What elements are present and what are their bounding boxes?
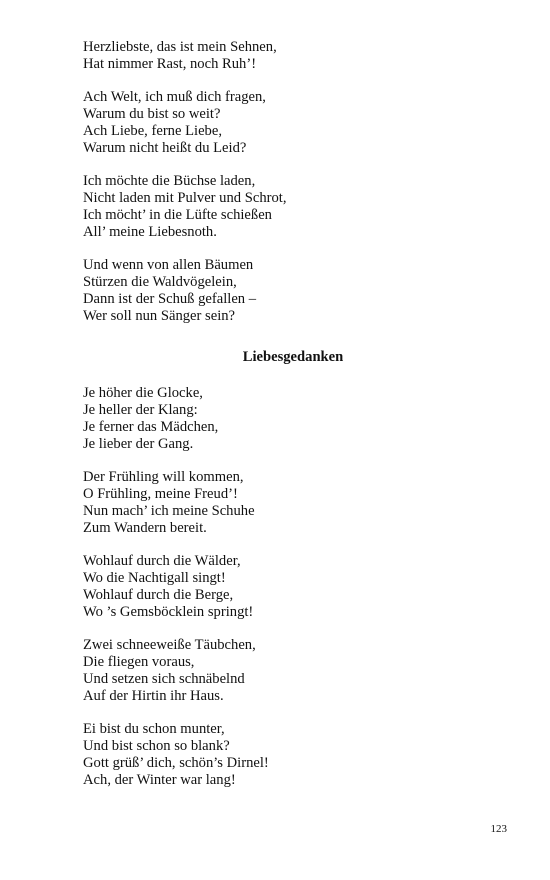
verse-line: Wo die Nachtigall singt!: [83, 570, 226, 586]
verse-line: Ach Liebe, ferne Liebe,: [83, 123, 222, 139]
stanza: [83, 173, 503, 241]
verse-line: Je ferner das Mädchen,: [83, 419, 219, 435]
verse-line: Stürzen die Waldvögelein,: [83, 274, 237, 290]
poem-continuation: [83, 39, 503, 325]
stanza: [83, 89, 503, 157]
stanza: [83, 39, 503, 73]
stanza: [83, 553, 503, 621]
verse-line: Zwei schneeweiße Täubchen,: [83, 637, 256, 653]
verse-line: Warum nicht heißt du Leid?: [83, 140, 247, 156]
stanza: [83, 721, 503, 789]
verse-line: Wo ’s Gemsböcklein springt!: [83, 604, 254, 620]
verse-line: Auf der Hirtin ihr Haus.: [83, 688, 224, 704]
stanza: [83, 257, 503, 325]
verse-line: Ich möchte die Büchse laden,: [83, 173, 256, 189]
verse-line: Wohlauf durch die Wälder,: [83, 553, 241, 569]
verse-line: Die fliegen voraus,: [83, 654, 195, 670]
verse-line: Wohlauf durch die Berge,: [83, 587, 234, 603]
verse-line: Wer soll nun Sänger sein?: [83, 308, 236, 324]
verse-line: Je höher die Glocke,: [83, 385, 203, 401]
page-number: 123: [490, 823, 507, 835]
verse-line: Ei bist du schon munter,: [83, 721, 225, 737]
poem-text-block: [83, 39, 503, 789]
verse-line: Herzliebste, das ist mein Sehnen,: [83, 39, 277, 55]
verse-line: Warum du bist so weit?: [83, 106, 221, 122]
verse-line: Hat nimmer Rast, noch Ruh’!: [83, 56, 257, 72]
verse-line: All’ meine Liebesnoth.: [83, 224, 217, 240]
stanza: [83, 385, 503, 453]
poem-title: Liebesgedanken: [242, 349, 344, 365]
verse-line: Ach, der Winter war lang!: [83, 772, 236, 788]
verse-line: Und setzen sich schnäbelnd: [83, 671, 245, 687]
verse-line: Und bist schon so blank?: [83, 738, 230, 754]
verse-line: Je lieber der Gang.: [83, 436, 194, 452]
verse-line: Nicht laden mit Pulver und Schrot,: [83, 190, 287, 206]
verse-line: O Frühling, meine Freud’!: [83, 486, 238, 502]
verse-line: Dann ist der Schuß gefallen –: [83, 291, 257, 307]
verse-line: Ach Welt, ich muß dich fragen,: [83, 89, 266, 105]
stanza: [83, 469, 503, 537]
verse-line: Der Frühling will kommen,: [83, 469, 244, 485]
verse-line: Je heller der Klang:: [83, 402, 198, 418]
verse-line: Gott grüß’ dich, schön’s Dirnel!: [83, 755, 269, 771]
verse-line: Und wenn von allen Bäumen: [83, 257, 254, 273]
verse-line: Zum Wandern bereit.: [83, 520, 207, 536]
poem-liebesgedanken: [83, 385, 503, 789]
verse-line: Nun mach’ ich meine Schuhe: [83, 503, 255, 519]
stanza: [83, 637, 503, 705]
verse-line: Ich möcht’ in die Lüfte schießen: [83, 207, 272, 223]
